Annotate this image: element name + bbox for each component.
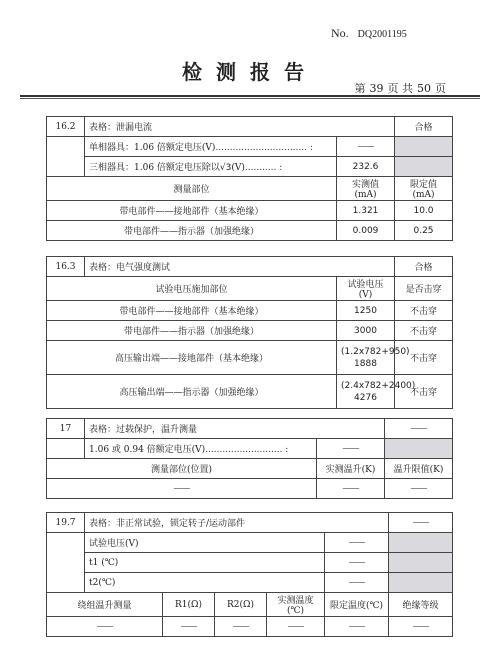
- table-row-cell: ——: [389, 617, 453, 637]
- column-header-voltage: 试验电压(V): [337, 277, 395, 301]
- t2-label: t2(℃): [85, 573, 325, 593]
- report-title: 检测报告: [182, 60, 318, 84]
- three-phase-value: 232.6: [337, 157, 395, 177]
- verdict: 合格: [395, 117, 453, 137]
- table-row-measured: 1.321: [337, 201, 395, 221]
- table-row-voltage: 1250: [337, 301, 395, 321]
- voltage-value: ——: [317, 439, 385, 459]
- table-row-part: 带电部件——接地部件（基本绝缘）: [47, 201, 337, 221]
- table-row-limit: 10.0: [395, 201, 453, 221]
- header-rule-thin: [20, 98, 480, 99]
- column-header-r2: R2(Ω): [215, 593, 267, 617]
- t2-value: ——: [325, 573, 389, 593]
- column-header-r1: R1(Ω): [163, 593, 215, 617]
- shaded-cell: [389, 573, 453, 593]
- verdict: ——: [385, 419, 453, 439]
- table-title: 表格：过载保护，温升测量: [85, 419, 385, 439]
- table-row-location: 高压输出端——接地部件（基本绝缘）: [47, 341, 337, 375]
- shaded-cell: [389, 533, 453, 553]
- table-row-rise: ——: [317, 479, 385, 499]
- blank-cell: [47, 533, 85, 593]
- column-header-limit-temp: 限定温度(℃): [325, 593, 389, 617]
- report-number-label: No.: [331, 26, 349, 40]
- table-row-limit: ——: [385, 479, 453, 499]
- column-header-part: 测量部位: [47, 177, 337, 201]
- test-voltage-label: 试验电压(V): [85, 533, 325, 553]
- electric-strength-table: [46, 256, 453, 409]
- table-row-cell: ——: [267, 617, 325, 637]
- sqrt-3: √3: [219, 163, 232, 173]
- table-row-cell: ——: [325, 617, 389, 637]
- shaded-cell: [395, 157, 453, 177]
- leakage-current-table: [46, 116, 453, 241]
- column-header-limit: 限定值(mA): [395, 177, 453, 201]
- table-row-location: 高压输出端——指示器（加强绝缘）: [47, 375, 337, 409]
- clause-number: 17: [47, 419, 85, 439]
- table-title: 表格：电气强度测试: [85, 257, 395, 277]
- shaded-cell: [395, 137, 453, 157]
- single-phase-label: 单相器具：1.06 倍额定电压(V)................................ :: [85, 137, 337, 157]
- table-row-part: ——: [47, 479, 317, 499]
- column-header-limit: 温升限值(K): [385, 459, 453, 479]
- table-row-result: 不击穿: [395, 341, 453, 375]
- page-current: 39: [369, 82, 384, 95]
- column-header-part: 测量部位(位置): [47, 459, 317, 479]
- header-rule: [20, 95, 480, 97]
- column-header-breakdown: 是否击穿: [395, 277, 453, 301]
- table-row-location: 带电部件——指示器（加强绝缘）: [47, 321, 337, 341]
- table-row-result: 不击穿: [395, 321, 453, 341]
- blank-cell: [47, 137, 85, 177]
- table-row-cell: ——: [163, 617, 215, 637]
- page-prefix: 第: [354, 82, 366, 95]
- table-row-voltage: (2.4x782+2400) 4276: [337, 375, 395, 409]
- table-row-result: 不击穿: [395, 375, 453, 409]
- verdict: 合格: [395, 257, 453, 277]
- column-header-measured-temp: 实测温度(℃): [267, 593, 325, 617]
- table-row-result: 不击穿: [395, 301, 453, 321]
- column-header-insulation-class: 绝缘等级: [389, 593, 453, 617]
- column-header-winding: 绕组温升测量: [47, 593, 163, 617]
- voltage-label: 1.06 或 0.94 倍额定电压(V)........................... :: [85, 439, 317, 459]
- report-number: [331, 26, 407, 41]
- shaded-cell: [389, 553, 453, 573]
- t1-label: t1 (℃): [85, 553, 325, 573]
- table-title: 表格：非正常试验，锁定转子/运动部件: [85, 513, 389, 533]
- t1-value: ——: [325, 553, 389, 573]
- single-phase-value: ——: [337, 137, 395, 157]
- shaded-cell: [385, 439, 453, 459]
- table-row-measured: 0.009: [337, 221, 395, 241]
- clause-number: 19.7: [47, 513, 85, 533]
- column-header-rise: 实测温升(K): [317, 459, 385, 479]
- page-indicator: [353, 80, 449, 96]
- three-phase-label: 三相器具：1.06 倍额定电压除以√3(V)........... :: [85, 157, 337, 177]
- test-voltage-value: ——: [325, 533, 389, 553]
- abnormal-operation-table: [46, 512, 453, 637]
- column-header-location: 试验电压施加部位: [47, 277, 337, 301]
- clause-number: 16.3: [47, 257, 85, 277]
- table-row-cell: ——: [47, 617, 163, 637]
- table-row-part: 带电部件——指示器（加强绝缘）: [47, 221, 337, 241]
- page-mid: 页 共: [387, 82, 413, 95]
- overload-protection-table: [46, 418, 453, 499]
- table-row-location: 带电部件——接地部件（基本绝缘）: [47, 301, 337, 321]
- table-row-cell: ——: [215, 617, 267, 637]
- column-header-measured: 实测值(mA): [337, 177, 395, 201]
- table-row-voltage: (1.2x782+950) 1888: [337, 341, 395, 375]
- page-total: 50: [417, 82, 431, 95]
- clause-number: 16.2: [47, 117, 85, 137]
- table-title: 表格：泄漏电流: [85, 117, 395, 137]
- report-number-value: DQ2001195: [357, 29, 407, 40]
- table-row-limit: 0.25: [395, 221, 453, 241]
- blank-cell: [47, 439, 85, 459]
- table-row-voltage: 3000: [337, 321, 395, 341]
- verdict: ——: [389, 513, 453, 533]
- page-suffix: 页: [435, 82, 446, 95]
